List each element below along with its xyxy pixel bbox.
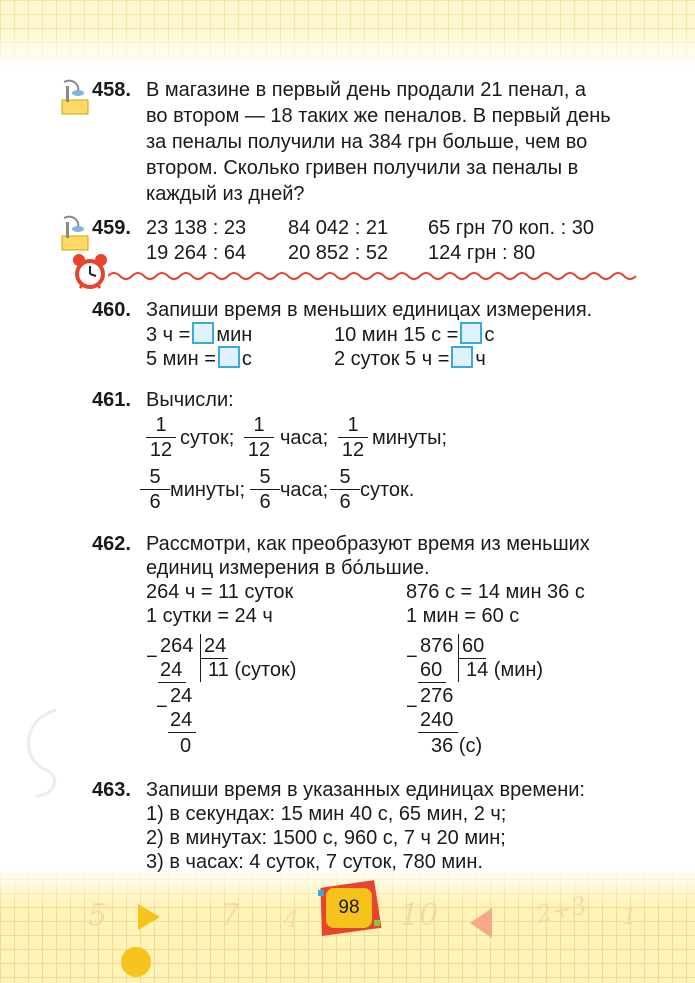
conversion-result: 876 с = 14 мин 36 с: [406, 581, 585, 603]
partial-dividend: 276: [420, 685, 454, 707]
fraction-unit: минуты;: [372, 427, 448, 449]
exercise-463-item: 1) в секундах: 15 мин 40 с, 65 мин, 2 ч;: [146, 803, 507, 825]
division-expression: 23 138 : 23: [146, 217, 247, 239]
exercise-463-item: 3) в часах: 4 суток, 7 суток, 780 мин.: [146, 851, 483, 873]
answer-box[interactable]: [451, 346, 473, 368]
remainder: 0: [180, 735, 192, 757]
fraction: $\frac{1}{12}$: [338, 414, 368, 461]
fraction: $\frac{1}{12}$: [244, 414, 274, 461]
exercise-458-line: каждый из дней?: [146, 183, 305, 205]
exercise-458-number: 458.: [92, 79, 131, 101]
exercise-458-line: за пеналы получили на 384 грн больше, чем во: [146, 131, 588, 153]
decor-digit: 10: [400, 898, 439, 933]
swirl-decoration-icon: [16, 700, 66, 800]
quotient: 14 (мин): [466, 659, 544, 681]
circle-shape-icon: [118, 944, 154, 980]
fraction-unit: суток.: [360, 479, 415, 501]
exercise-458-line: втором. Сколько гривен получили за пеналы в: [146, 157, 579, 179]
exercise-462-line: Рассмотри, как преобразуют время из меньших: [146, 533, 590, 555]
exercise-461-title: Вычисли:: [146, 389, 234, 411]
exercise-463-number: 463.: [92, 779, 131, 801]
conversion-item: 10 мин 15 с = с: [334, 324, 495, 346]
fraction: $\frac{5}{6}$: [330, 466, 360, 513]
conversion-item: 5 мин = с: [146, 348, 252, 370]
decor-digit: 2+3: [533, 891, 590, 929]
top-grid-background: [0, 0, 695, 70]
partial-dividend: 24: [170, 685, 193, 707]
division-expression: 124 грн : 80: [428, 242, 536, 264]
triangle-shape-icon: [136, 902, 162, 932]
conversion-fact: 1 сутки = 24 ч: [146, 605, 273, 627]
remainder: 36 (с): [431, 735, 483, 757]
exercise-460-title: Запиши время в меньших единицах измерения.: [146, 299, 593, 321]
conversion-result: 264 ч = 11 суток: [146, 581, 294, 603]
division-expression: 20 852 : 52: [288, 242, 389, 264]
answer-box[interactable]: [460, 322, 482, 344]
division-expression: 19 264 : 64: [146, 242, 247, 264]
exercise-460-number: 460.: [92, 299, 131, 321]
exercise-461-number: 461.: [92, 389, 131, 411]
exercise-459-number: 459.: [92, 217, 131, 239]
decor-digit: 1: [622, 902, 638, 930]
triangle-shape-icon: [468, 906, 494, 940]
fraction: $\frac{1}{12}$: [146, 414, 176, 461]
exercise-458-line: во втором — 18 таких же пеналов. В первый день: [146, 105, 611, 127]
division-expression: 65 грн 70 коп. : 30: [428, 217, 595, 239]
dividend: 876: [420, 635, 454, 657]
alarm-clock-icon: [70, 252, 110, 292]
subtrahend: 60: [420, 659, 443, 681]
division-expression: 84 042 : 21: [288, 217, 389, 239]
decor-digit: 4: [284, 905, 300, 933]
exercise-463-title: Запиши время в указанных единицах времени:: [146, 779, 585, 801]
decor-digit: 7: [220, 898, 240, 933]
exercise-462-number: 462.: [92, 533, 131, 555]
study-lamp-icon: [58, 214, 90, 252]
fraction: $\frac{5}{6}$: [250, 466, 280, 513]
fraction-unit: минуты;: [170, 479, 246, 501]
conversion-fact: 1 мин = 60 с: [406, 605, 520, 627]
divisor: 24: [204, 635, 227, 657]
textbook-page: 5 7 4 10 2+3 1 98 458. В магазине в первый день продали 21 пенал, а во втором — 18 таких же пеналов. В первый день за пеналы получили на 384 грн больше, чем во втором. Сколько гривен получили за пеналы в каждый из дней? 459. 23 138 : 23 84 042 : 21 65 грн 70 коп. : 30 19 264 : 64 20 852 : 52 124 грн : 80 460. Запиши время в меньших единицах измерения. 3 ч = мин 10 мин 15 с = с 5 мин = с 2 суток 5 ч = ч 461. Вычисли: $\frac{1}{12}$ суток; $\frac{1}{12}$ часа; $\frac{1}{12}$ минуты; $\frac{5}{6}$ минуты; $\frac{5}{6}$ часа; $\frac{5}{6}$ суток. 462. Рассмотри, как преобразуют время из меньших единиц измерения в бо́льшие. 264 ч = 11 суток 876 с = 14 мин 36 с 1 сутки = 24 ч 1 мин = 60 с 264 24 − 24 11 (суток) − 24 24 0 876 60 − 60 14 (мин) − 276 240 36 (с) 463. Запиши время в указанных единицах времени: 1) в секундах: 15 мин 40 с, 65 мин, 2 ч; 2) в минутах: 1500 с, 960 с, 7 ч 20 мин; 3) в часах: 4 суток, 7 суток, 780 мин.: [0, 0, 695, 983]
subtrahend: 240: [420, 709, 454, 731]
page-number: 98: [338, 897, 360, 918]
answer-box[interactable]: [218, 346, 240, 368]
dividend: 264: [160, 635, 194, 657]
conversion-item: 3 ч = мин: [146, 324, 253, 346]
fraction-unit: суток;: [180, 427, 235, 449]
study-lamp-icon: [58, 78, 90, 116]
answer-box[interactable]: [192, 322, 214, 344]
fraction-unit: часа;: [280, 427, 329, 449]
decor-digit: 5: [88, 898, 108, 933]
subtrahend: 24: [160, 659, 183, 681]
exercise-458-line: В магазине в первый день продали 21 пенал, а: [146, 79, 587, 101]
exercise-462-line: единиц измерения в бо́льшие.: [146, 557, 430, 579]
exercise-463-item: 2) в минутах: 1500 с, 960 с, 7 ч 20 мин;: [146, 827, 506, 849]
conversion-item: 2 суток 5 ч = ч: [334, 348, 486, 370]
fraction-unit: часа;: [280, 479, 329, 501]
divisor: 60: [462, 635, 485, 657]
quotient: 11 (суток): [208, 659, 297, 681]
subtrahend: 24: [170, 709, 193, 731]
fraction: $\frac{5}{6}$: [140, 466, 170, 513]
wavy-divider: [108, 270, 638, 282]
